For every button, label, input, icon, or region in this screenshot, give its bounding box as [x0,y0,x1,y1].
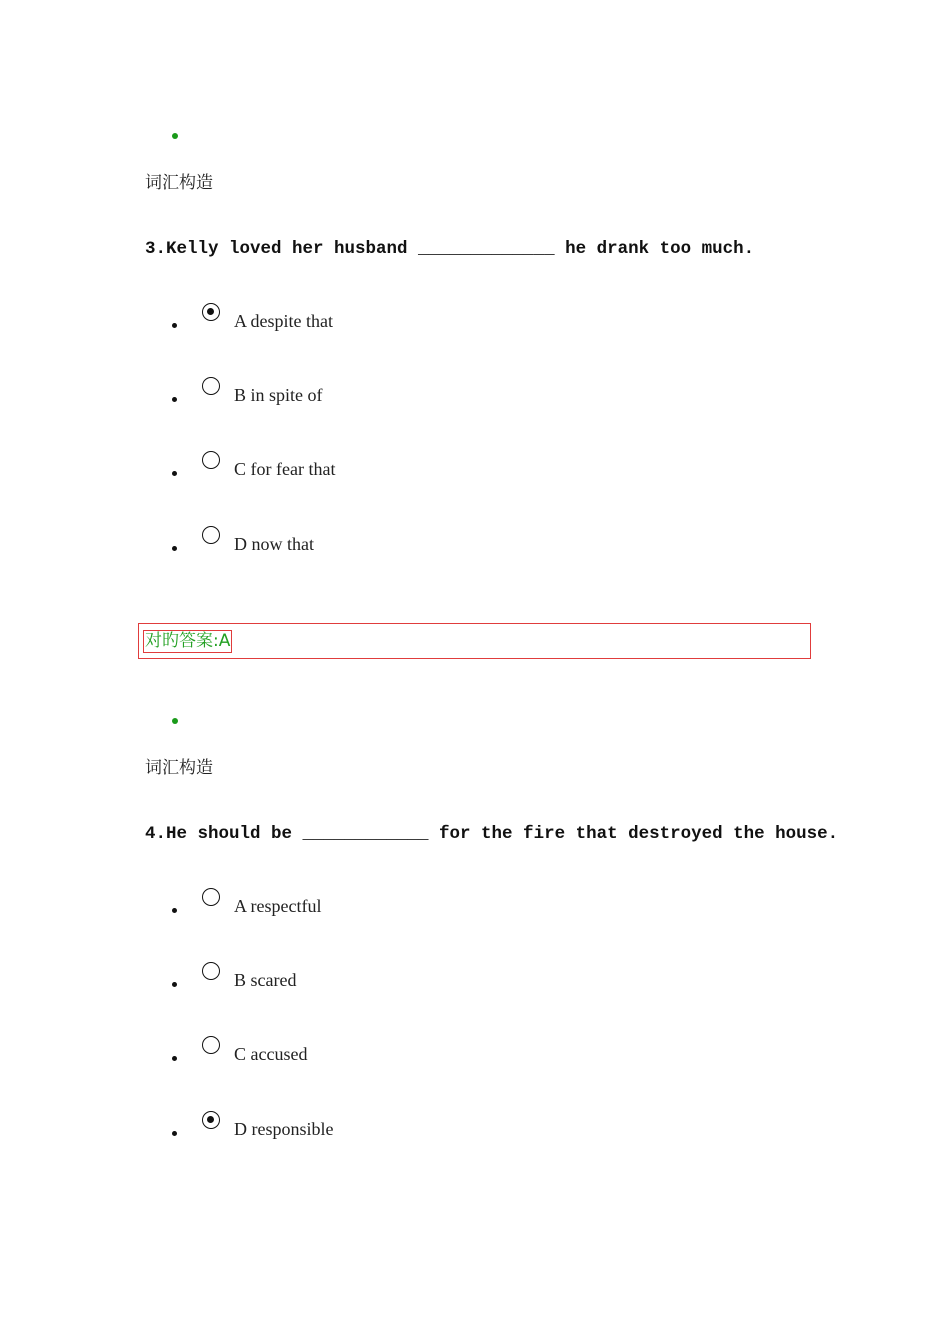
option-label: B scared [234,970,297,990]
radio-button[interactable] [202,377,220,395]
radio-button[interactable] [202,1036,220,1054]
question-category: 词汇构造 [145,173,213,193]
option-label: A respectful [234,896,322,916]
radio-button[interactable] [202,962,220,980]
radio-button-checked[interactable] [202,1111,220,1129]
radio-button[interactable] [202,888,220,906]
option-a[interactable] [172,896,772,926]
option-label: B in spite of [234,385,323,405]
radio-button-checked[interactable] [202,303,220,321]
bullet-icon [172,546,177,551]
option-label: A despite that [234,311,333,331]
radio-button[interactable] [202,451,220,469]
bullet-icon [172,323,177,328]
option-label: C for fear that [234,459,336,479]
bullet-icon [172,471,177,476]
bullet-icon [172,1131,177,1136]
question-text: 4.He should be ____________ for the fire that destroyed the house. [145,824,839,844]
section-marker-dot [172,718,178,724]
option-d[interactable] [172,1119,772,1149]
option-label: C accused [234,1044,308,1064]
option-c[interactable] [172,1044,772,1074]
correct-answer-text: 对旳答案:A [145,631,231,651]
section-marker-dot [172,133,178,139]
option-b[interactable] [172,385,772,415]
option-b[interactable] [172,970,772,1000]
bullet-icon [172,397,177,402]
option-label: D now that [234,534,314,554]
option-a[interactable] [172,311,772,341]
option-d[interactable] [172,534,772,564]
bullet-icon [172,908,177,913]
option-label: D responsible [234,1119,334,1139]
bullet-icon [172,982,177,987]
question-text: 3.Kelly loved her husband _____________ he drank too much. [145,239,755,259]
option-c[interactable] [172,459,772,489]
radio-button[interactable] [202,526,220,544]
question-category: 词汇构造 [145,758,213,778]
correct-answer-box [138,623,811,659]
bullet-icon [172,1056,177,1061]
